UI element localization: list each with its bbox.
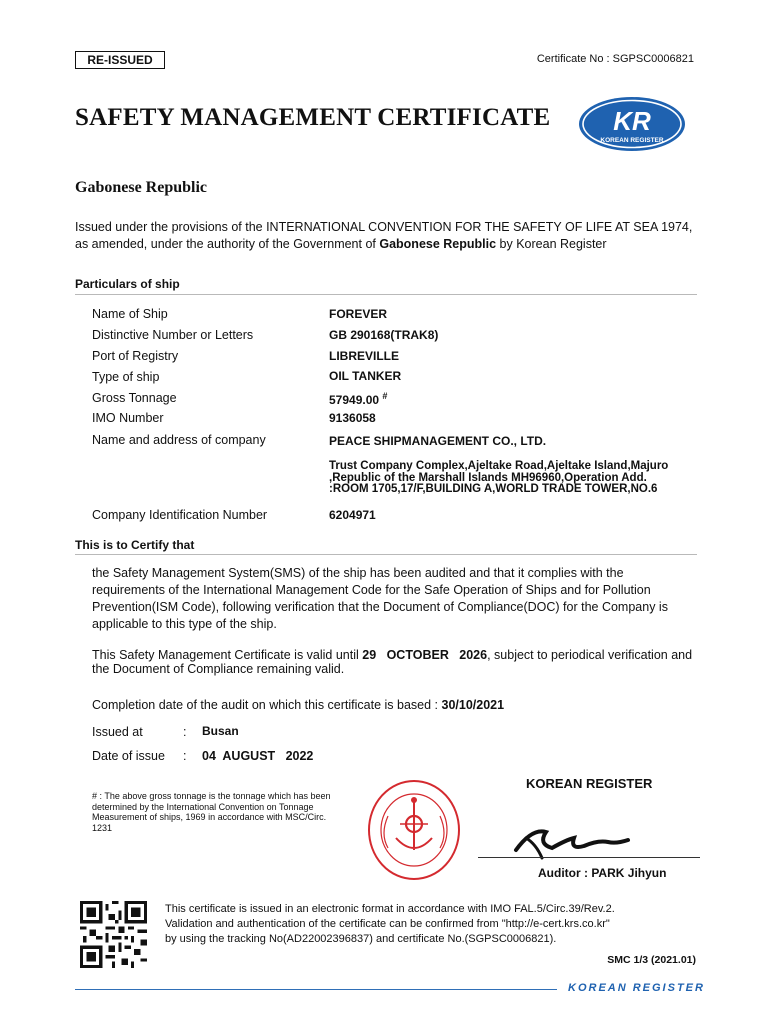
port-of-registry-label: Port of Registry: [92, 349, 179, 363]
footnote-text: The above gross tonnage is the tonnage which has been determined by the International Convention on Tonnage Measurement of ships, 1969 in accordance with MSC/Circ. 1231: [92, 791, 331, 833]
kr-logo-subtext: KOREAN REGISTER: [600, 137, 664, 144]
intro-text-1: Issued under the provisions of the INTERNATIONAL CONVENTION FOR THE SAFETY OF LIFE AT SEA 1974, as amended, under the authority of the Government of: [75, 220, 693, 251]
gross-tonnage-number: 57949.00: [329, 393, 380, 407]
kr-logo: [578, 96, 686, 152]
kr-logo-text: KR: [613, 106, 651, 136]
qr-code[interactable]: [80, 901, 147, 968]
gross-tonnage-value: [329, 391, 387, 407]
form-code: SMC 1/3 (2021.01): [607, 954, 696, 966]
company-id-label: Company Identification Number: [92, 508, 268, 522]
footnote-mark: # :: [92, 791, 103, 801]
intro-text-2: by Korean Register: [496, 237, 607, 251]
company-name-value: PEACE SHIPMANAGEMENT CO., LTD.: [329, 434, 547, 448]
audit-completion-date: 30/10/2021: [441, 698, 505, 712]
distinctive-number-value: GB 290168(TRAK8): [329, 328, 439, 342]
ship-type-value: OIL TANKER: [329, 369, 402, 383]
notice-line-3: by using the tracking No(AD22002396837) and certificate No.(SGPSC0006821).: [165, 933, 557, 945]
notice-line-2: Validation and authentication of the certificate can be confirmed from "http://e-cert.krs.co.kr": [165, 918, 610, 930]
intro-authority: Gabonese Republic: [379, 237, 497, 251]
audit-completion: [92, 697, 698, 714]
date-of-issue-value: 04 AUGUST 2022: [202, 749, 314, 763]
issued-at-value: Busan: [202, 724, 239, 738]
company-address: [329, 461, 699, 496]
address-line-1: Trust Company Complex,Ajeltake Road,Ajeltake Island,Majuro: [329, 460, 669, 472]
tonnage-footnote: [92, 791, 342, 833]
company-label: Name and address of company: [92, 433, 266, 447]
notice-line-1: This certificate is issued in an electronic format in accordance with IMO FAL.5/Circ.39/Rev.2.: [165, 903, 615, 915]
intro-paragraph: [75, 219, 700, 253]
date-of-issue-label: Date of issue: [92, 749, 165, 763]
company-id-value: 6204971: [329, 508, 376, 522]
gross-tonnage-label: Gross Tonnage: [92, 391, 177, 405]
address-line-2: ,Republic of the Marshall Islands MH96960,Operation Add.: [329, 471, 647, 484]
korean-register-seal: [366, 778, 462, 882]
address-line-3: :ROOM 1705,17/F,BUILDING A,WORLD TRADE TOWER,NO.6: [329, 483, 658, 495]
document-title: SAFETY MANAGEMENT CERTIFICATE: [75, 104, 551, 131]
validity-text-pre: This Safety Management Certificate is valid until: [92, 648, 363, 662]
ship-type-label: Type of ship: [92, 370, 160, 384]
footer-brand: KOREAN REGISTER: [568, 982, 705, 994]
auditor-name: Auditor : PARK Jihyun: [538, 866, 667, 880]
flag-state: Gabonese Republic: [75, 179, 208, 196]
certify-heading: This is to Certify that: [75, 538, 195, 552]
divider: [75, 294, 697, 295]
distinctive-number-label: Distinctive Number or Letters: [92, 328, 254, 342]
ship-name-value: FOREVER: [329, 307, 388, 321]
port-of-registry-value: LIBREVILLE: [329, 349, 400, 363]
validity-date: 29 OCTOBER 2026: [362, 648, 488, 662]
ship-name-label: Name of Ship: [92, 307, 168, 321]
issued-at-label: Issued at: [92, 725, 143, 739]
validity-text-post: , subject to periodical verification and the Document of Compliance remaining valid.: [92, 648, 693, 676]
date-of-issue-colon: :: [183, 749, 187, 763]
imo-number-label: IMO Number: [92, 411, 164, 425]
divider: [75, 554, 697, 555]
certificate-number: Certificate No : SGPSC0006821: [536, 53, 694, 65]
issued-at-colon: :: [183, 725, 187, 739]
auditor-signature: [512, 818, 632, 860]
audit-completion-label: Completion date of the audit on which this certificate is based :: [92, 698, 442, 712]
signature-line: [478, 857, 700, 858]
imo-number-value: 9136058: [329, 411, 376, 425]
reissued-stamp: RE-ISSUED: [75, 51, 165, 69]
gross-tonnage-footnote-mark: #: [382, 391, 388, 401]
particulars-heading: Particulars of ship: [75, 277, 180, 291]
footer-rule: [75, 989, 557, 990]
certify-paragraph: the Safety Management System(SMS) of the ship has been audited and that it complies with the requirements of the International Management Code for the Safe Operation of Ships and for Pollution Prevention(ISM Code), following verification that the Document of Compliance(DOC) for the Company is applicable to this type of the ship.: [92, 566, 668, 631]
validity-paragraph: [92, 648, 698, 676]
issuing-organization: KOREAN REGISTER: [526, 776, 653, 791]
electronic-certificate-notice: [165, 902, 685, 947]
